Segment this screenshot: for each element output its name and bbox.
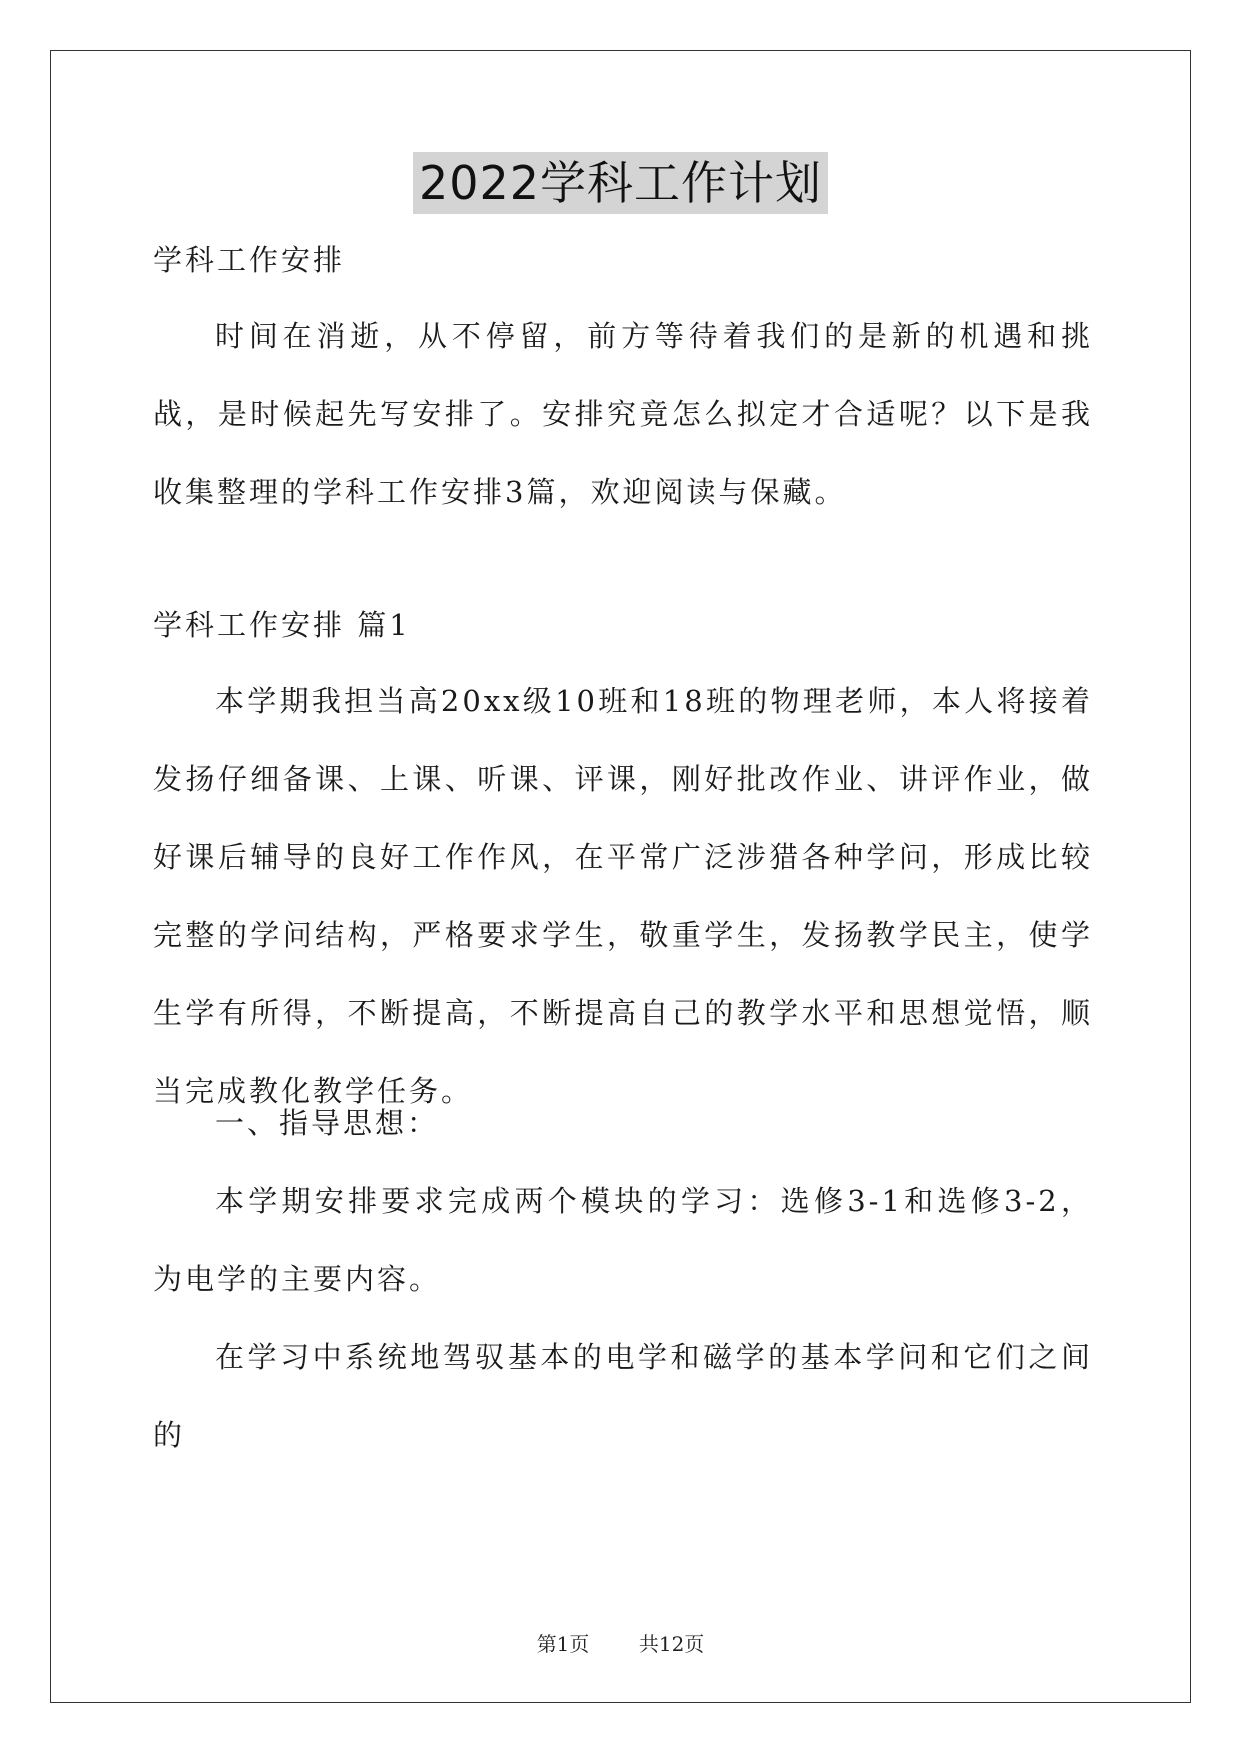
subheading-guiding-thought: 一、指导思想： (215, 1106, 440, 1140)
intro-paragraph: 时间在消逝，从不停留，前方等待着我们的是新的机遇和挑战，是时候起先写安排了。安排究竟怎么拟定才合适呢？以下是我收集整理的学科工作安排3篇，欢迎阅读与保藏。 (153, 319, 1093, 509)
body-paragraph-2: 本学期安排要求完成两个模块的学习：选修3-1和选修3-2，为电学的主要内容。 (153, 1184, 1093, 1296)
document-title: 2022学科工作计划 (413, 152, 828, 214)
section-heading: 学科工作安排 (153, 243, 346, 277)
body-paragraph-3: 在学习中系统地驾驭基本的电学和磁学的基本学问和它们之间的 (153, 1340, 1093, 1452)
title-container (0, 152, 1241, 214)
body-paragraph-1: 本学期我担当高20xx级10班和18班的物理老师，本人将接着发扬仔细备课、上课、听课、评课，刚好批改作业、讲评作业，做好课后辅导的良好工作作风，在平常广泛涉猎各种学问，形成比较完整的学问结构，严格要求学生，敬重学生，发扬教学民主，使学生学有所得，不断提高，不断提高自己的教学水平和思想觉悟，顺当完成教化教学任务。 (153, 684, 1093, 1108)
article-heading: 学科工作安排 篇1 (153, 608, 411, 642)
page-number: 第1页 (536, 1632, 590, 1656)
page-footer (0, 1628, 1241, 1657)
page-total: 共12页 (638, 1632, 705, 1656)
